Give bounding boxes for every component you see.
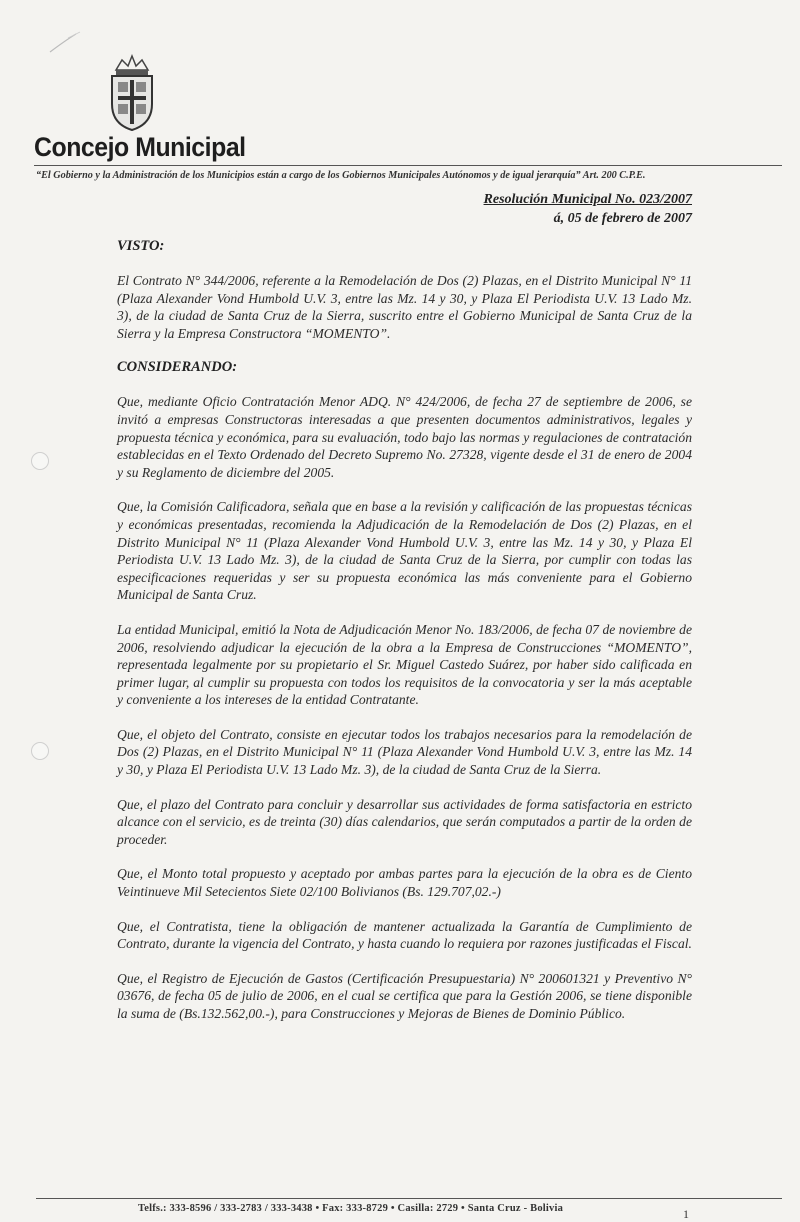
footer-contact-line: Telfs.: 333-8596 / 333-2783 / 333-3438 • Fax: 333-8729 • Casilla: 2729 • Santa Cruz - Bolivia: [138, 1203, 564, 1214]
organization-title: Concejo Municipal: [34, 132, 246, 162]
resolution-body: [117, 238, 692, 1040]
resolution-date: á, 05 de febrero de 2007: [553, 211, 692, 226]
footer-divider: [36, 1198, 782, 1199]
scan-smudge-mark: [46, 28, 86, 58]
header-divider: [34, 165, 782, 166]
visto-heading: VISTO:: [117, 238, 165, 254]
punch-hole-top: [31, 452, 49, 470]
resolution-number: Resolución Municipal No. 023/2007: [483, 192, 692, 207]
considerando-paragraph-3: La entidad Municipal, emitió la Nota de Adjudicación Menor No. 183/2006, de fecha 07 de noviembre de 2006, resolviendo adjudicar la ejecución de la obra a la Empresa de Construcciones “MOMENTO”, representada legalmente por su propietario el Sr. Miguel Castedo Suárez, por haber sido calificada en primer lugar, al cumplir su propuesta con todos los requisitos de la convocatoria y ser la más aceptable y conveniente a los intereses de la entidad Contratante.: [117, 621, 692, 708]
considerando-paragraph-8: Que, el Registro de Ejecución de Gastos (Certificación Presupuestaria) N° 200601321 y Preventivo N° 03676, de fecha 05 de julio de 2006, en el cual se certifica que para la Gestión 2006, se tiene disponible la suma de (Bs.132.562,00.-), para Construcciones y Mejoras de Bienes de Dominio Público.: [117, 970, 692, 1021]
considerando-paragraph-1: Que, mediante Oficio Contratación Menor ADQ. N° 424/2006, de fecha 27 de septiembre de 2006, se invitó a empresas Constructoras interesadas a que presenten documentos administrativos, legales y propuesta técnica y económica, para su evaluación, todo bajo las normas y regulaciones de contratación establecidas en el Texto Ordenado del Decreto Supremo No. 27328, vigente desde el 31 de enero de 2004 y su Reglamento de diciembre del 2005.: [117, 394, 692, 480]
considerando-paragraph-2: Que, la Comisión Calificadora, señala que en base a la revisión y calificación de las propuestas técnicas y económicas presentadas, recomienda la Adjudicación de la Remodelación de Dos (2) Plazas, en el Distrito Municipal N° 11 (Plaza Alexander Vond Humbold U.V. 3, entre las Mz. 14 y 30, y Plaza El Periodista U.V. 13 Lado Mz. 3), de la ciudad de Santa Cruz de la Sierra, por cumplir con todas las especificaciones requeridas y ser su propuesta económica las más conveniente para el Gobierno Municipal de Santa Cruz.: [117, 499, 692, 603]
punch-hole-bottom: [31, 742, 49, 760]
considerando-paragraph-7: Que, el Contratista, tiene la obligación de mantener actualizada la Garantía de Cumplimiento de Contrato, durante la vigencia del Contrato, y hasta cuando lo requiera por razones justificadas el Fiscal.: [117, 918, 692, 952]
considerando-paragraph-4: Que, el objeto del Contrato, consiste en ejecutar todos los trabajos necesarios para la remodelación de Dos (2) Plazas, en el Distrito Municipal N° 11 (Plaza Alexander Vond Humbold U.V. 3, entre las Mz. 14 y 30, y Plaza El Periodista U.V. 13 Lado Mz. 3), de la ciudad de Santa Cruz de la Sierra.: [117, 726, 692, 778]
considerando-heading: CONSIDERANDO:: [117, 359, 238, 376]
considerando-paragraph-6: Que, el Monto total propuesto y aceptado por ambas partes para la ejecución de la obra es de Ciento Veintinueve Mil Setecientos Siete 02/100 Bolivianos (Bs. 129.707,02.-): [117, 866, 692, 900]
municipal-coat-of-arms-icon: [104, 54, 160, 132]
page-number: 1: [683, 1207, 689, 1221]
constitution-motto: “El Gobierno y la Administración de los Municipios están a cargo de los Gobiernos Municipales Autónomos y de igual jerarquía” Art. 200 C.P.E.: [36, 170, 646, 181]
considerando-paragraph-5: Que, el plazo del Contrato para concluir y desarrollar sus actividades de forma satisfactoria en estricto alcance con el servicio, es de treinta (30) días calendarios, que serán computados a partir de la orden de proceder.: [117, 796, 692, 847]
visto-paragraph: El Contrato N° 344/2006, referente a la Remodelación de Dos (2) Plazas, en el Distrito Municipal N° 11 (Plaza Alexander Vond Humbold U.V. 3, entre las Mz. 14 y 30, y Plaza El Periodista U.V. 13 Lado Mz. 3), de la ciudad de Santa Cruz de la Sierra, suscrito entre el Gobierno Municipal de Santa Cruz de la Sierra y la Empresa Constructora “MOMENTO”.: [117, 273, 692, 341]
